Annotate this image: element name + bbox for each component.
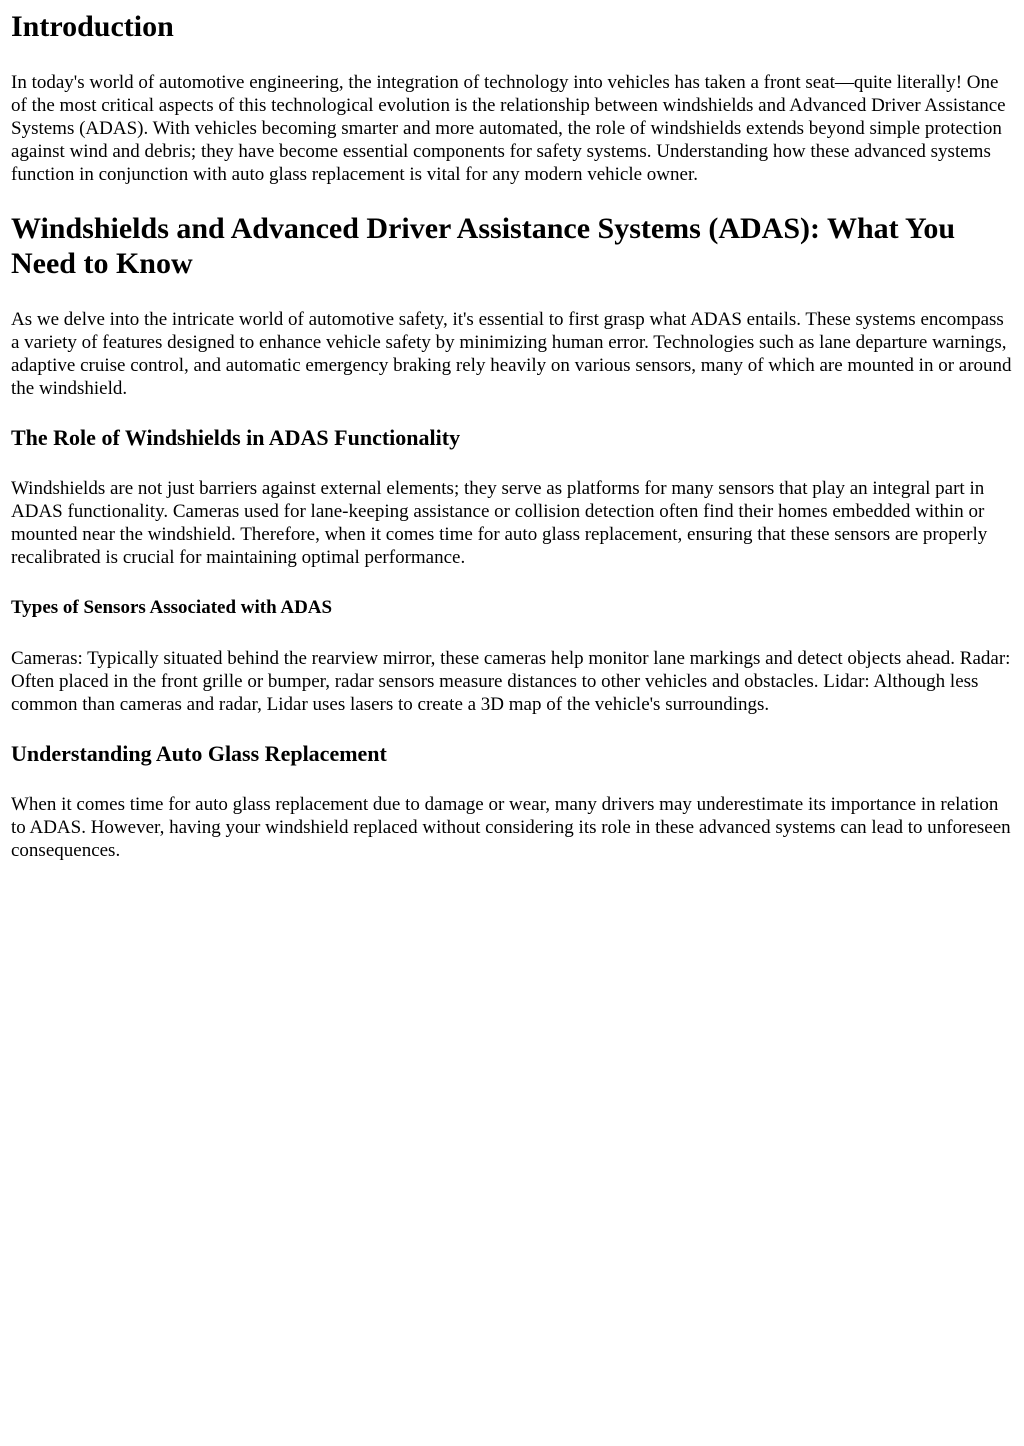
introduction-paragraph: In today's world of automotive engineering, the integration of technology into vehicles has taken a front seat—quite literally! One of the most critical aspects of this technological evolution is the relationship between windshields and Advanced Driver Assistance Systems (ADAS). With vehicles becoming smarter and more automated, the role of windshields extends beyond simple protection against wind and debris; they have become essential components for safety systems. Understanding how these advanced systems function in conjunction with auto glass replacement is vital for any modern vehicle owner. — [11, 72, 1006, 185]
sensor-types-heading: Types of Sensors Associated with ADAS — [11, 597, 333, 618]
sensor-types-paragraph: Cameras: Typically situated behind the rearview mirror, these cameras help monitor lane markings and detect objects ahead. Radar: Often placed in the front grille or bumper, radar sensors measure distances to other vehicles and obstacles. Lidar: Although less common than cameras and radar, Lidar uses lasers to create a 3D map of the vehicle's surroundings. — [11, 648, 1011, 715]
introduction-heading: Introduction — [11, 10, 174, 43]
auto-glass-paragraph: When it comes time for auto glass replacement due to damage or wear, many drivers may underestimate its importance in relation to ADAS. However, having your windshield replaced without considering its role in these advanced systems can lead to unforeseen consequences. — [11, 794, 1011, 861]
windshield-role-heading: The Role of Windshields in ADAS Functionality — [11, 425, 461, 450]
adas-main-heading: Windshields and Advanced Driver Assistance Systems (ADAS): What You Need to Know — [11, 212, 956, 280]
windshield-role-paragraph: Windshields are not just barriers against external elements; they serve as platforms for many sensors that play an integral part in ADAS functionality. Cameras used for lane-keeping assistance or collision detection often find their homes embedded within or mounted near the windshield. Therefore, when it comes time for auto glass replacement, ensuring that these sensors are properly recalibrated is crucial for maintaining optimal performance. — [11, 478, 988, 568]
adas-main-paragraph: As we delve into the intricate world of automotive safety, it's essential to first grasp what ADAS entails. These systems encompass a variety of features designed to enhance vehicle safety by minimizing human error. Technologies such as lane departure warnings, adaptive cruise control, and automatic emergency braking rely heavily on various sensors, many of which are mounted in or around the windshield. — [11, 309, 1012, 399]
auto-glass-heading: Understanding Auto Glass Replacement — [11, 741, 387, 766]
article — [11, 0, 1014, 862]
